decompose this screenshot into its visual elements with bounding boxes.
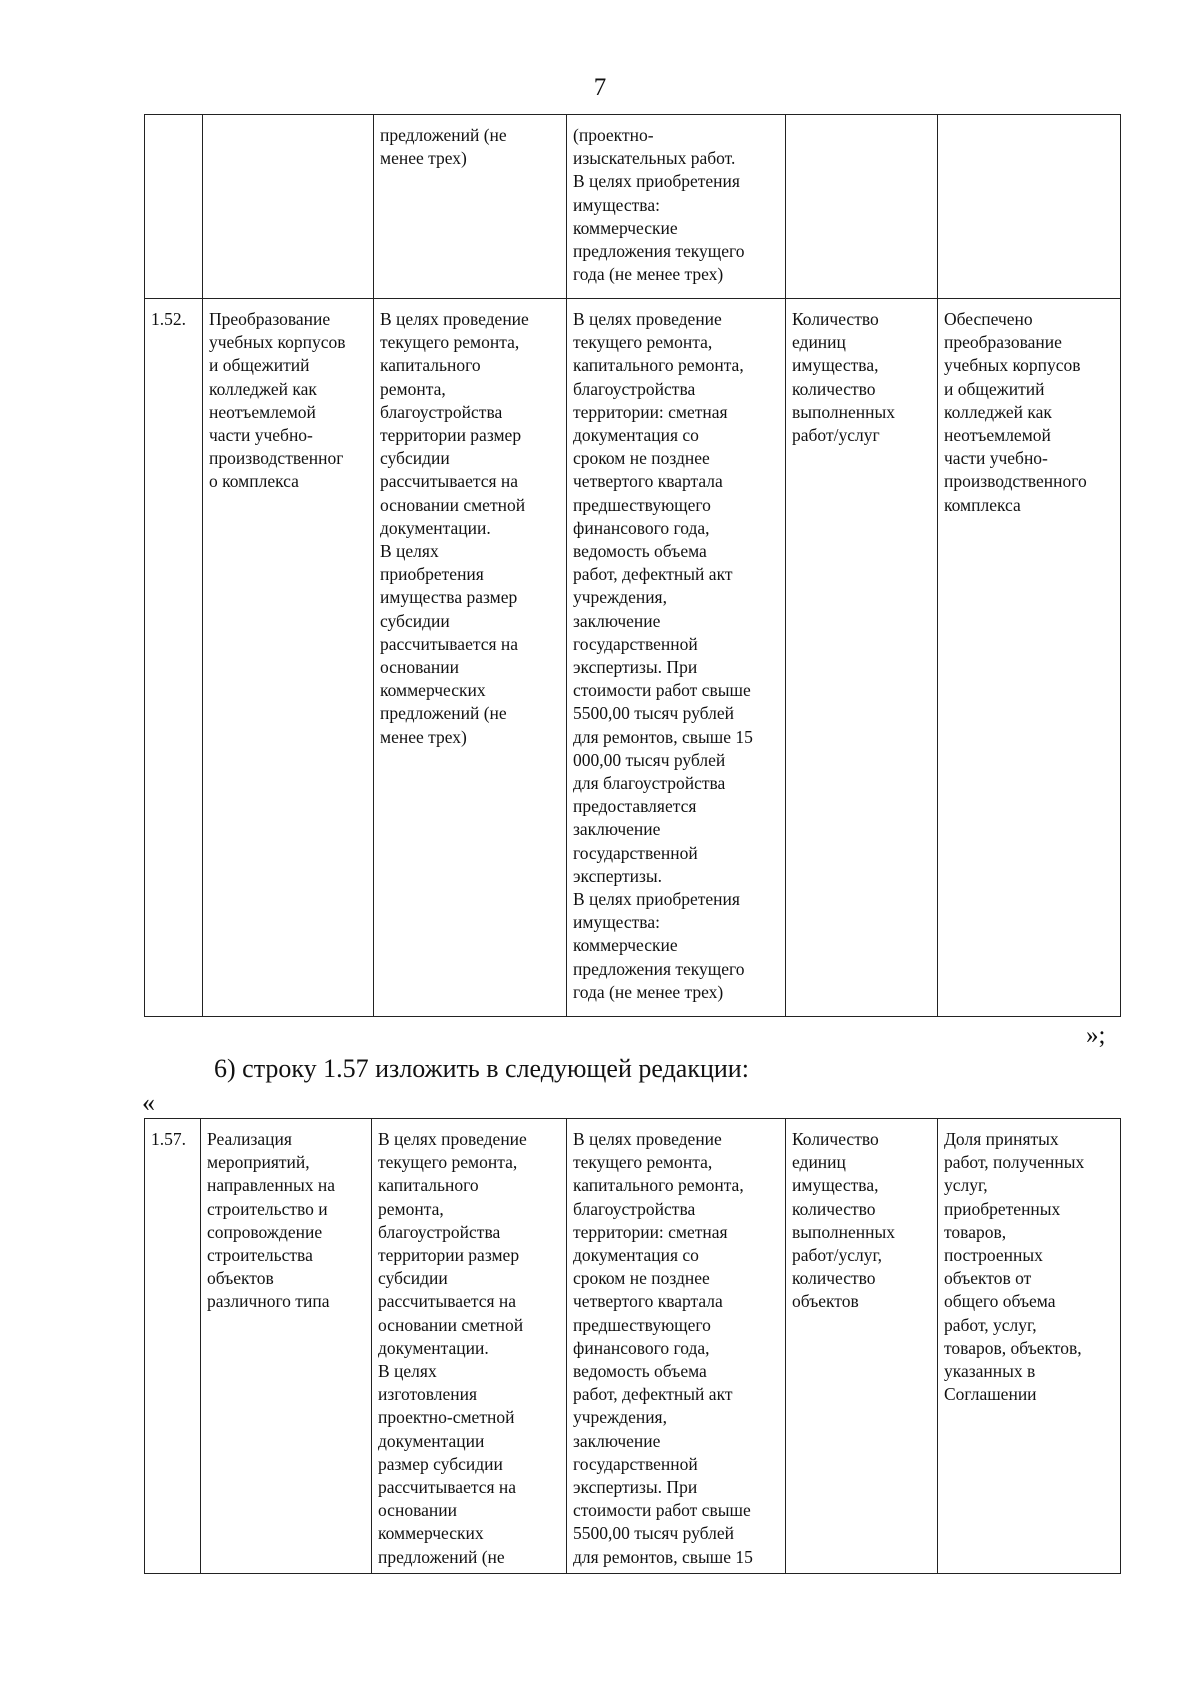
cell-basis: В целях проведение текущего ремонта, капитального ремонта, благоустройства территории размер субсидии рассчитывается на основании сметной документации. В целях приобретения имущества размер субсидии рассчитывается на основании коммерческих предложений (не менее трех): [374, 299, 567, 1017]
cell-name: Реализация мероприятий, направленных на строительство и сопровождение строительства объектов различного типа: [201, 1119, 372, 1574]
closing-quote: »;: [1086, 1022, 1106, 1049]
table-row-1-57-revision: [144, 1118, 1121, 1574]
cell-indicator: Количество единиц имущества, количество выполненных работ/услуг, количество объектов: [786, 1119, 938, 1574]
cell-name: Преобразование учебных корпусов и общежитий колледжей как неотъемлемой части учебно- производственног о комплекса: [203, 299, 374, 1017]
page-number: 7: [593, 74, 607, 101]
cell-result: [938, 115, 1121, 299]
cell-docs: В целях проведение текущего ремонта, капитального ремонта, благоустройства территории: сметная документация со сроком не позднее четвертого квартала предшествующего финансового года, ведомость объема работ, дефектный акт учреждения, заключение государственной экспертизы. При стоимости работ свыше 5500,00 тысяч рублей для ремонтов, свыше 15: [567, 1119, 786, 1574]
table-row-continuation: [145, 115, 1121, 299]
cell-docs: В целях проведение текущего ремонта, капитального ремонта, благоустройства территории: сметная документация со сроком не позднее четвертого квартала предшествующего финансового года, ведомость объема работ, дефектный акт учреждения, заключение государственной экспертизы. При стоимости работ свыше 5500,00 тысяч рублей для ремонтов, свыше 15 000,00 тысяч рублей для благоустройства предоставляется заключение государственной экспертизы. В целях приобретения имущества: коммерческие предложения текущего года (не менее трех): [567, 299, 786, 1017]
cell-name: [203, 115, 374, 299]
table-row-1-57: [145, 1119, 1121, 1574]
cell-basis: В целях проведение текущего ремонта, капитального ремонта, благоустройства территории размер субсидии рассчитывается на основании сметной документации. В целях изготовления проектно-сметной документации размер субсидии рассчитывается на основании коммерческих предложений (не: [372, 1119, 567, 1574]
table-row-1-52: [145, 299, 1121, 1017]
cell-num: 1.57.: [145, 1119, 201, 1574]
cell-basis: предложений (не менее трех): [374, 115, 567, 299]
cell-result: Доля принятых работ, полученных услуг, приобретенных товаров, построенных объектов от общего объема работ, услуг, товаров, объектов, указанных в Соглашении: [938, 1119, 1121, 1574]
cell-num: 1.52.: [145, 299, 203, 1017]
opening-quote: «: [142, 1088, 155, 1117]
instruction-text: 6) строку 1.57 изложить в следующей редакции:: [214, 1054, 749, 1083]
cell-indicator: Количество единиц имущества, количество выполненных работ/услуг: [786, 299, 938, 1017]
cell-docs: (проектно- изыскательных работ. В целях приобретения имущества: коммерческие предложения текущего года (не менее трех): [567, 115, 786, 299]
cell-result: Обеспечено преобразование учебных корпусов и общежитий колледжей как неотъемлемой части учебно- производственного комплекса: [938, 299, 1121, 1017]
table-continuation: [144, 114, 1121, 1017]
cell-indicator: [786, 115, 938, 299]
cell-num: [145, 115, 203, 299]
